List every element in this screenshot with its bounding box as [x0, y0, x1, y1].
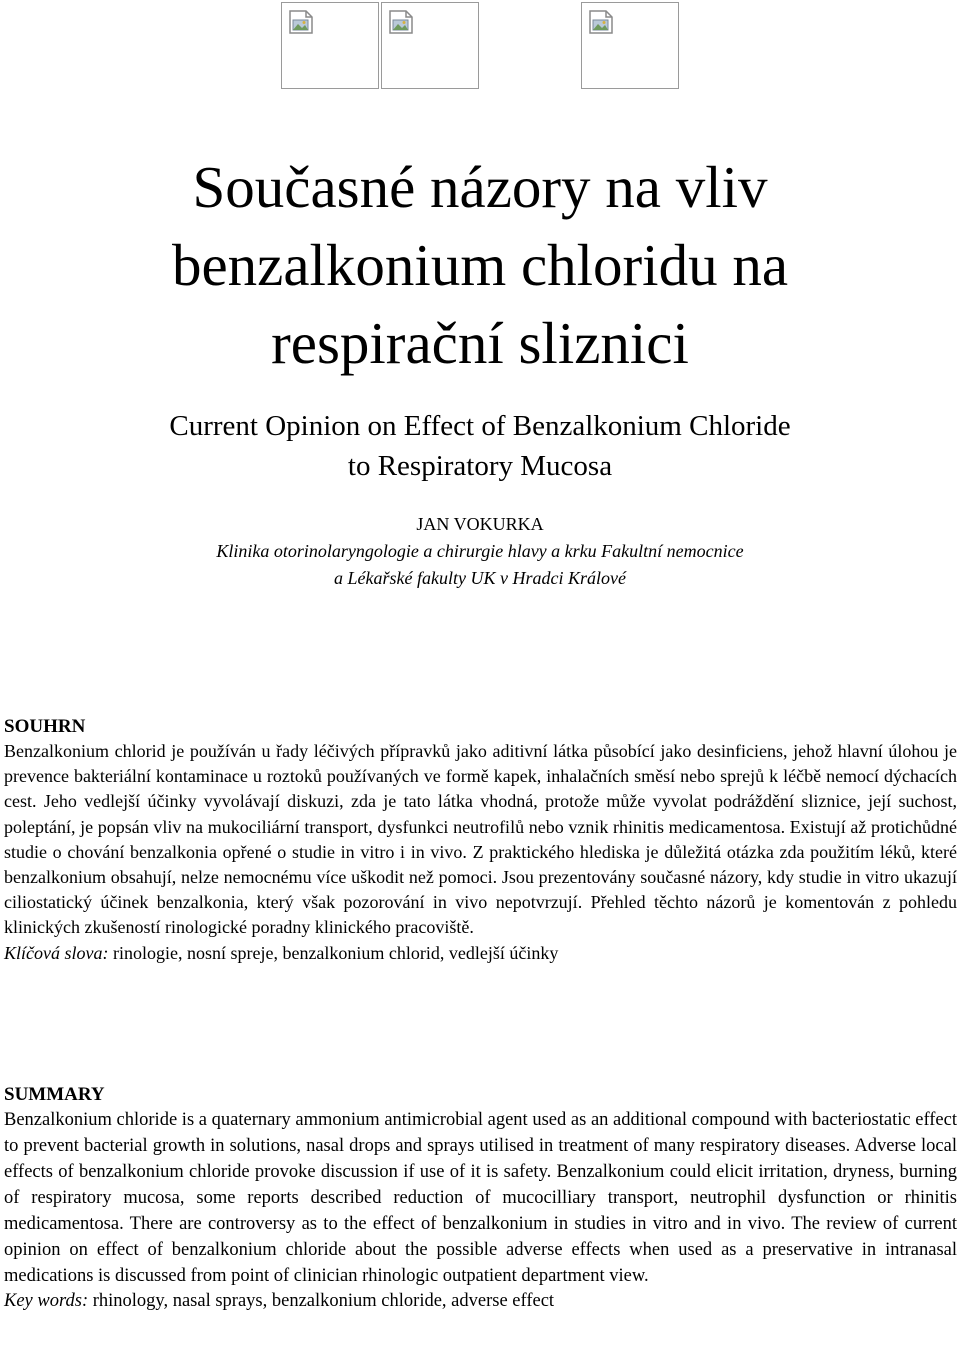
subtitle-line: Current Opinion on Effect of Benzalkonium Chloride: [169, 410, 791, 442]
keywords-label: Klíčová slova:: [4, 942, 109, 963]
author-affiliation: [0, 538, 960, 592]
broken-image-icon: [588, 9, 616, 35]
affiliation-line: a Lékařské fakulty UK v Hradci Králové: [334, 568, 626, 588]
abstract-text: Benzalkonium chloride is a quaternary ammonium antimicrobial agent used as an additional compound with bacteriostatic effect to prevent bacterial growth in solutions, nasal drops and sprays utilised in treatment of many respiratory diseases. Adverse local effects of benzalkonium chloride provoke discussion if use of it is safety. Benzalkonium could elicit irritation, dryness, burning of respiratory mucosa, some reports described reduction of mucocilliary transport, neutrophil dysfunction or rhinitis medicamentosa. There are controversy as to the effect of benzalkonium in studies in vitro and in vivo. The review of current opinion on effect of benzalkonium chloride about the possible adverse effects when used as a preservative in intranasal medications is discussed from point of clinician rhinologic outpatient department view.: [4, 1110, 957, 1286]
abstract-czech: [4, 715, 957, 966]
title-line: benzalkonium chloridu na: [171, 232, 789, 298]
abstract-text: Benzalkonium chlorid je používán u řady léčivých přípravků jako aditivní látka působící jako desinficiens, jehož hlavní úlohou je prevence bakteriální kontaminace u roztoků používaných ve formě kapek, inhalačních směsí nebo sprejů k léčbě nemocí dýchacích cest. Jeho vedlejší účinky vyvolávají diskuzi, zda je tato látka vhodná, protože může vyvolat podráždění sliznice, její suchost, poleptání, je popsán vliv na mukociliární transport, dysfunkci neutrofilů nebo vznik rhinitis medicamentosa. Existují až protichůdné studie o chování benzalkonia opřené o studie in vitro i in vivo. Z praktického hlediska je důležitá otázka zda použitím léků, které benzalkonium obsahují, nelze nemocnému více uškodit než pomoci. Jsou prezentovány současné názory, kdy studie in vitro ukazují ciliostatický účinek benzalkonia, který však pozorování in vivo nepotvrzují. Přehled těchto názorů je komentován z pohledu klinických zkušeností rinologické poradny klinického pracoviště.: [4, 741, 957, 938]
title-line: respirační sliznici: [271, 310, 689, 376]
keywords-list: rinologie, nosní spreje, benzalkonium chlorid, vedlejší účinky: [108, 942, 559, 963]
abstract-english: [4, 1083, 957, 1314]
affiliation-line: Klinika otorinolaryngologie a chirurgie hlavy a krku Fakultní nemocnice: [216, 541, 744, 561]
section-heading: SUMMARY: [4, 1084, 105, 1105]
keywords-label: Key words:: [4, 1291, 89, 1311]
article-title: [0, 148, 960, 382]
broken-image-icon: [288, 9, 316, 35]
logo-placeholder-3: [581, 2, 679, 89]
logo-placeholder-1: [281, 2, 379, 89]
keywords: [4, 941, 957, 966]
subtitle-line: to Respiratory Mucosa: [347, 450, 613, 482]
keywords: [4, 1289, 957, 1314]
logo-placeholder-2: [381, 2, 479, 89]
keywords-list: rhinology, nasal sprays, benzalkonium chloride, adverse effect: [88, 1291, 555, 1311]
broken-image-icon: [388, 9, 416, 35]
section-heading: SOUHRN: [4, 716, 86, 737]
article-subtitle: [0, 406, 960, 486]
author-name: JAN VOKURKA: [416, 514, 544, 534]
title-line: Současné názory na vliv: [192, 154, 768, 220]
